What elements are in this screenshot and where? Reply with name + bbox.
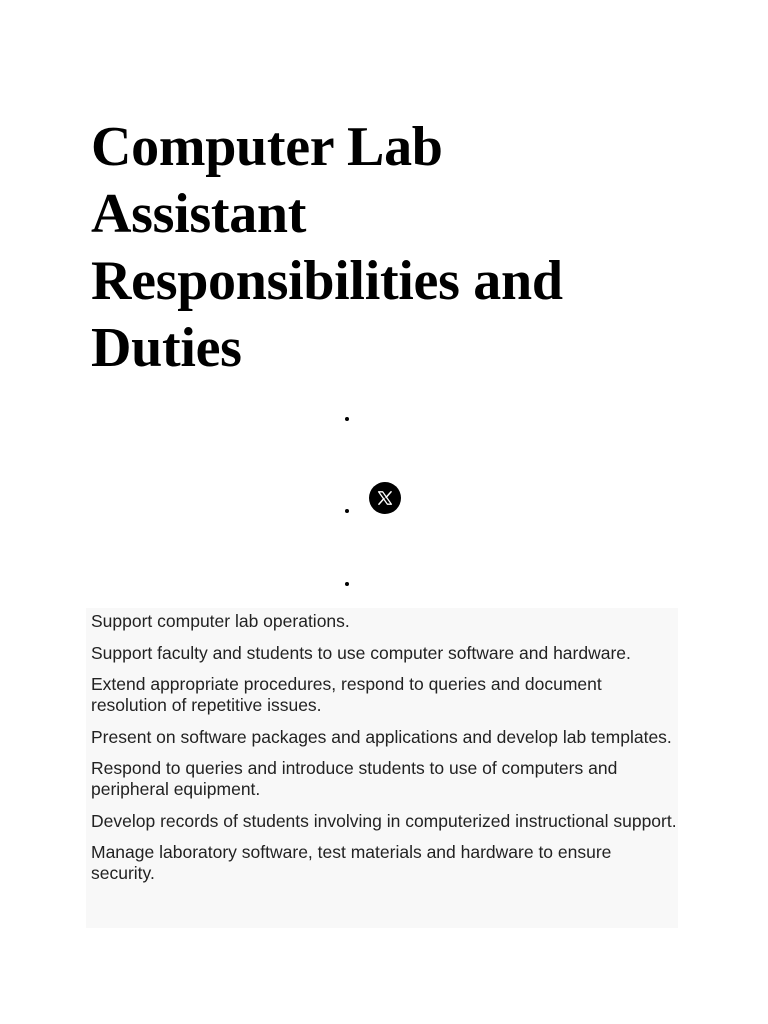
duty-item: Manage laboratory software, test materials and hardware to ensure security. bbox=[91, 842, 612, 883]
duty-item: Present on software packages and applications and develop lab templates. bbox=[91, 726, 672, 747]
duty-item: Support computer lab operations. bbox=[91, 611, 350, 631]
duty-item: Respond to queries and introduce students to use of computers and peripheral equipment. bbox=[91, 758, 618, 799]
x-logo-icon bbox=[377, 490, 393, 506]
page-title: Computer Lab Assistant Responsibilities and Duties bbox=[91, 116, 563, 379]
bullet-dot bbox=[345, 417, 349, 421]
duties-list bbox=[86, 608, 678, 884]
bullet-dot bbox=[345, 509, 349, 513]
share-list-item bbox=[343, 480, 403, 520]
share-list-item bbox=[343, 565, 403, 605]
bullet-dot bbox=[345, 582, 349, 586]
duties-section bbox=[86, 608, 678, 928]
share-list-item bbox=[343, 400, 403, 440]
duty-item: Extend appropriate procedures, respond to queries and document resolution of repetitive issues. bbox=[91, 674, 602, 715]
duty-item: Support faculty and students to use computer software and hardware. bbox=[91, 642, 631, 663]
duty-item: Develop records of students involving in computerized instructional support. bbox=[91, 810, 677, 831]
x-share-button[interactable] bbox=[369, 482, 401, 514]
